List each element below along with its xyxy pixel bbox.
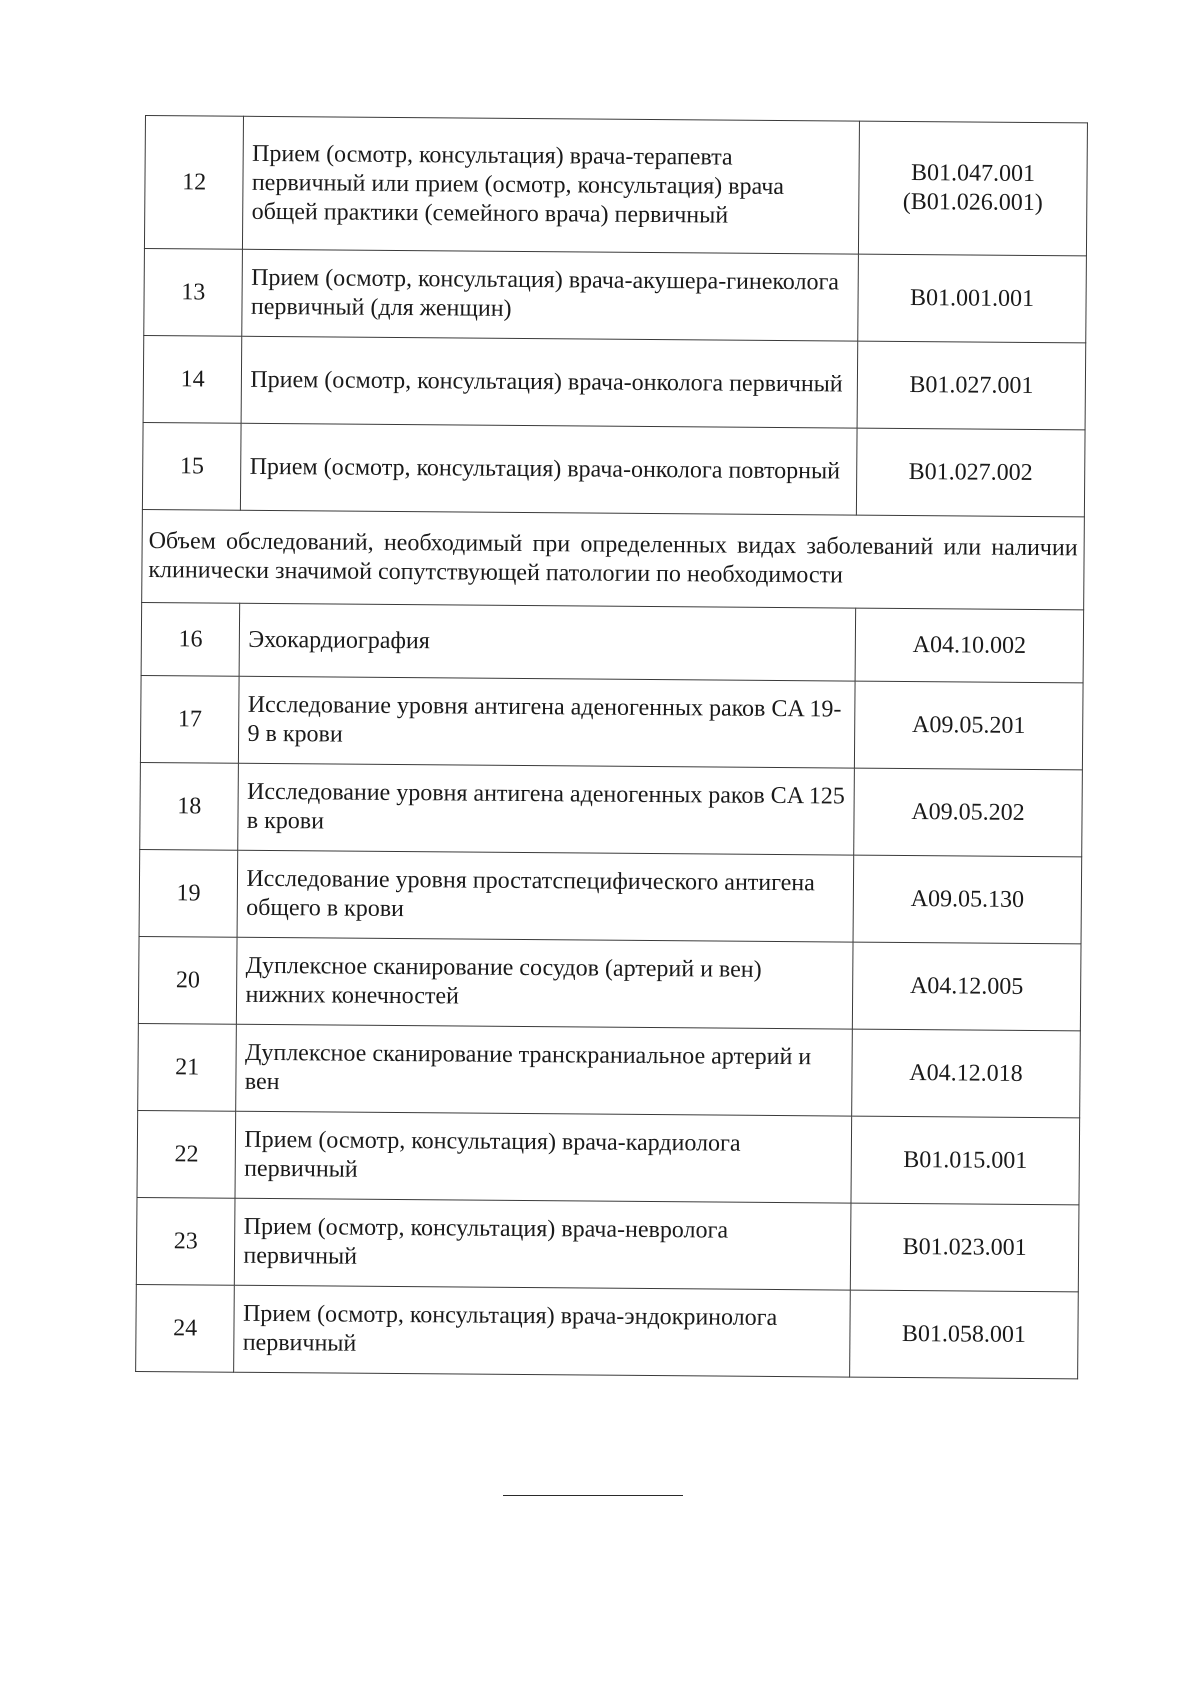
table-row <box>138 1023 1081 1117</box>
service-code: A04.12.018 <box>852 1029 1081 1118</box>
service-code: B01.047.001 <box>910 160 1036 187</box>
table-row <box>143 335 1086 429</box>
section-heading: Объем обследований, необходимый при определенных видах заболеваний или наличии клинически значимой сопутствующей патологии по необходимости <box>142 509 1085 609</box>
row-number: 23 <box>136 1197 235 1285</box>
service-code: B01.027.001 <box>857 341 1086 430</box>
row-number: 17 <box>140 675 239 763</box>
table-row <box>136 1197 1079 1291</box>
service-name: Прием (осмотр, консультация) врача-эндокринолога первичный <box>234 1285 850 1377</box>
service-name: Прием (осмотр, консультация) врача-онколога повторный <box>241 423 857 515</box>
service-code-cell <box>858 121 1087 256</box>
table-row <box>138 936 1081 1030</box>
service-code: A09.05.202 <box>854 768 1083 857</box>
row-number: 24 <box>136 1284 235 1372</box>
service-name: Исследование уровня антигена аденогенных раков CA 19-9 в крови <box>239 676 855 768</box>
service-code: A09.05.201 <box>854 681 1083 770</box>
service-name: Исследование уровня антигена аденогенных раков CA 125 в крови <box>238 763 854 855</box>
table-row <box>142 422 1085 516</box>
service-code: A04.12.005 <box>852 942 1081 1031</box>
row-number: 19 <box>139 849 238 937</box>
service-name: Прием (осмотр, консультация) врача-невролога первичный <box>235 1198 851 1290</box>
section-heading-row <box>142 509 1085 609</box>
table-row <box>139 849 1082 943</box>
service-name: Дуплексное сканирование транскраниальное артерий и вен <box>236 1024 852 1116</box>
service-code: B01.015.001 <box>851 1116 1080 1205</box>
row-number: 15 <box>142 422 241 510</box>
service-name: Прием (осмотр, консультация) врача-кардиолога первичный <box>235 1111 851 1203</box>
row-number: 12 <box>144 116 243 250</box>
table-row <box>137 1110 1080 1204</box>
end-of-document-divider <box>503 1495 683 1496</box>
row-number: 13 <box>144 248 243 336</box>
row-number: 21 <box>138 1023 237 1111</box>
service-code: A04.10.002 <box>855 608 1084 683</box>
table-row <box>140 762 1083 856</box>
services-table <box>135 115 1088 1379</box>
service-code: A09.05.130 <box>853 855 1082 944</box>
service-code: B01.001.001 <box>858 254 1087 343</box>
service-code: B01.027.002 <box>856 428 1085 517</box>
table-row <box>141 602 1084 682</box>
service-name: Прием (осмотр, консультация) врача-акушера-гинеколога первичный (для женщин) <box>242 249 858 341</box>
row-number: 22 <box>137 1110 236 1198</box>
service-name: Исследование уровня простатспецифического антигена общего в крови <box>237 850 853 942</box>
service-name: Прием (осмотр, консультация) врача-онколога первичный <box>241 336 857 428</box>
row-number: 16 <box>141 602 240 676</box>
row-number: 14 <box>143 335 242 423</box>
table-row <box>144 248 1087 342</box>
service-name: Эхокардиография <box>240 603 856 681</box>
service-code: B01.023.001 <box>850 1203 1079 1292</box>
service-name: Дуплексное сканирование сосудов (артерий и вен) нижних конечностей <box>237 937 853 1029</box>
row-number: 18 <box>140 762 239 850</box>
row-number: 20 <box>138 936 237 1024</box>
service-name: Прием (осмотр, консультация) врача-терапевта первичный или прием (осмотр, консультация) врача общей практики (семейного врача) первичный <box>243 116 860 254</box>
table-row <box>144 116 1087 256</box>
table-row <box>140 675 1083 769</box>
service-code: B01.058.001 <box>850 1290 1079 1379</box>
table-row <box>136 1284 1079 1378</box>
service-code-alt: (B01.026.001) <box>902 188 1043 217</box>
